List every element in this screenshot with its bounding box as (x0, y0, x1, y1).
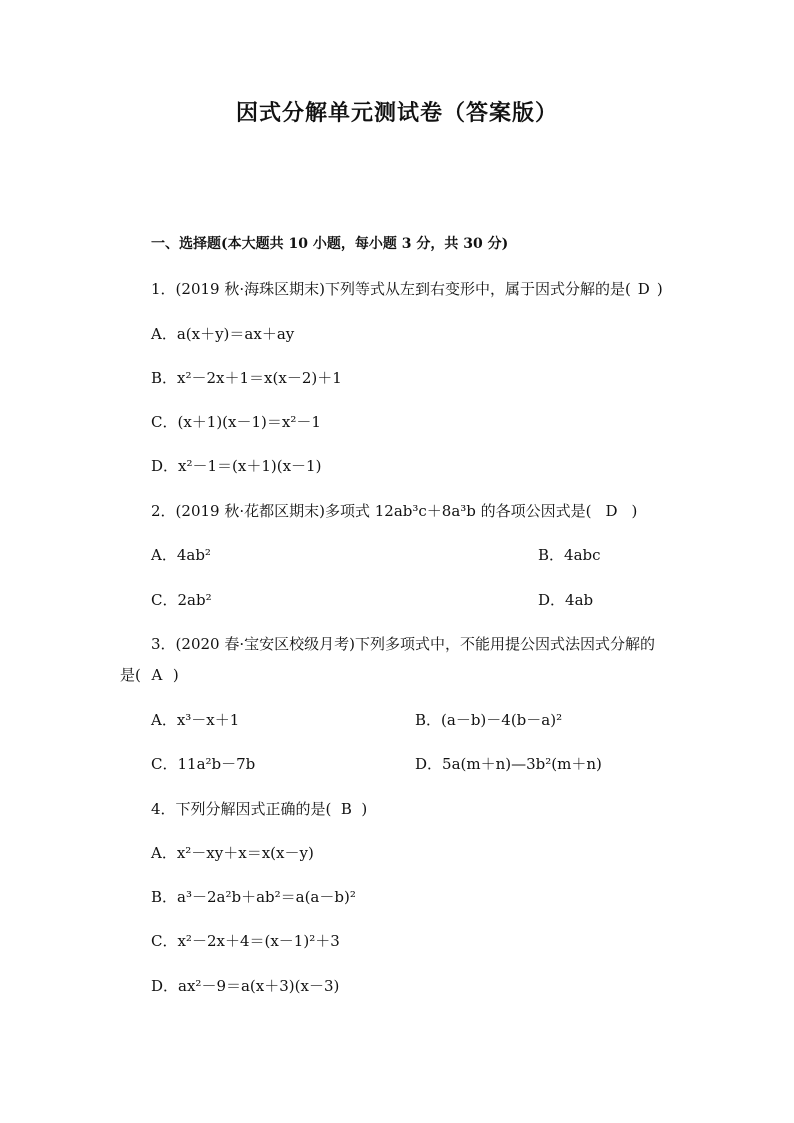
question-3-answer: A (151, 666, 163, 684)
section-heading: 一、选择题(本大题共 10 小题，每小题 3 分，共 30 分) (151, 236, 509, 252)
question-1-option-c: C．(x＋1)(x－1)＝x²－1 (151, 413, 321, 431)
question-1-option-b: B．x²－2x＋1＝x(x－2)＋1 (151, 369, 342, 387)
question-4-option-b: B．a³－2a²b＋ab²＝a(a－b)² (151, 888, 356, 906)
page-title: 因式分解单元测试卷（答案版） (235, 100, 558, 126)
question-4-option-c: C．x²－2x＋4＝(x－1)²＋3 (151, 932, 340, 950)
question-1-answer: D (637, 280, 650, 298)
question-2-answer: D (605, 502, 618, 520)
question-4-text: 4．下列分解因式正确的是( (151, 800, 332, 818)
question-3-text-2: 是( (120, 666, 141, 684)
question-1-stem (151, 279, 663, 299)
question-2-option-c: C．2ab² (151, 591, 212, 609)
question-2-stem (151, 501, 637, 521)
question-4-option-a: A．x²－xy＋x＝x(x－y) (151, 844, 314, 862)
question-4-answer: B (340, 800, 352, 818)
question-2-close: ) (631, 502, 638, 520)
question-4-option-d: D．ax²－9＝a(x＋3)(x－3) (151, 977, 340, 995)
question-2-option-d: D．4ab (538, 591, 594, 609)
question-3-option-c: C．11a²b－7b (151, 755, 256, 773)
question-1-option-d: D．x²－1＝(x＋1)(x－1) (151, 457, 322, 475)
question-3-option-d: D．5a(m＋n)—3b²(m＋n) (415, 755, 602, 773)
question-2-text: 2．(2019 秋·花都区期末)多项式 12ab³c＋8a³b 的各项公因式是( (151, 502, 592, 520)
question-1-text: 1．(2019 秋·海珠区期末)下列等式从左到右变形中，属于因式分解的是( (151, 280, 631, 298)
question-3-stem-cont (120, 665, 179, 685)
question-3-option-a: A．x³－x＋1 (151, 711, 240, 729)
question-3-stem: 3．(2020 春·宝安区校级月考)下列多项式中，不能用提公因式法因式分解的 (151, 635, 655, 653)
question-3-close: ) (172, 666, 179, 684)
question-1-option-a: A．a(x＋y)＝ax＋ay (151, 325, 295, 343)
question-1-close: ) (656, 280, 663, 298)
question-2-option-b: B．4abc (538, 546, 601, 564)
question-3-option-b: B．(a－b)－4(b－a)² (415, 711, 563, 729)
question-4-stem (151, 799, 367, 819)
question-4-close: ) (361, 800, 368, 818)
question-2-option-a: A．4ab² (151, 546, 211, 564)
